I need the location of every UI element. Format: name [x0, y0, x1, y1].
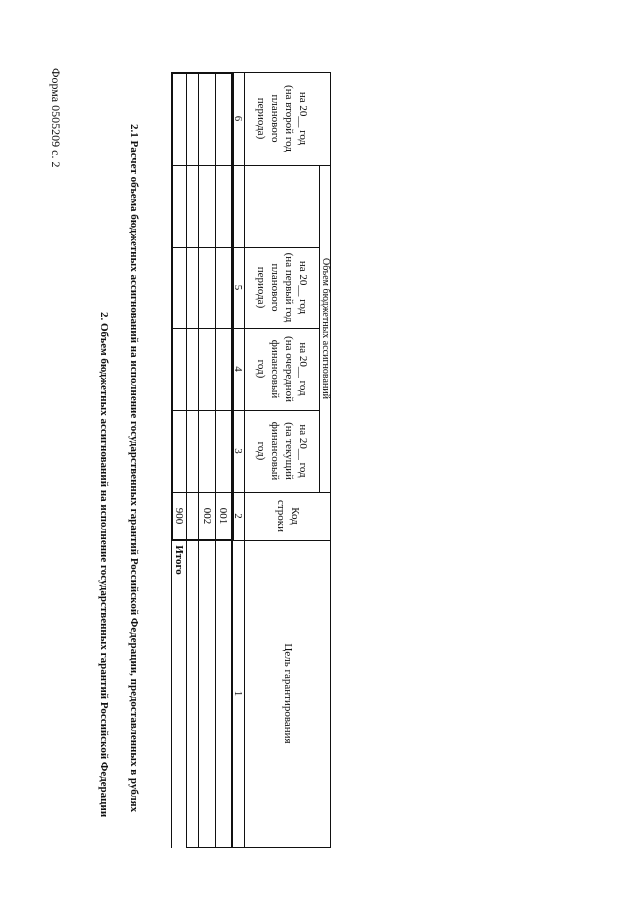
- colnum-4: 4: [232, 366, 245, 372]
- header-col-3: на 20__ год (на текущий финансовый год): [255, 421, 309, 481]
- total-label: Итого: [173, 545, 185, 575]
- colnum-5: 5: [232, 284, 245, 291]
- colnum-1: 1: [232, 690, 245, 697]
- header-line-code: Код строки: [275, 499, 301, 533]
- header-volume-group: Объем бюджетных ассигнований: [320, 258, 332, 399]
- row-002-code: 002: [201, 507, 213, 525]
- form-reference: Форма 0505209 с. 2: [49, 68, 63, 168]
- row-001-code: 001: [217, 507, 230, 525]
- section-2-title: 2. Объем бюджетных ассигнований на исполнение государственных гарантий Российской Федерации: [98, 312, 110, 818]
- header-purpose: Цель гарантирования: [282, 643, 294, 744]
- header-col-4: на 20__ год (на очередной финансовый год): [255, 336, 309, 402]
- colnum-6: 6: [232, 115, 245, 122]
- colnum-2: 2: [232, 513, 245, 519]
- total-box: [171, 72, 234, 541]
- colnum-3: 3: [232, 448, 245, 454]
- budget-allocation-table: [171, 72, 331, 848]
- header-col-5: на 20__ год (на первый год планового периода): [255, 252, 309, 323]
- total-code: 900: [173, 507, 185, 525]
- header-col-6: на 20__ год (на второй год планового периода): [255, 85, 309, 152]
- section-2-1-title: 2.1 Расчет объема бюджетных ассигнований на исполнение государственных гарантий Российской Федерации, предоставленных в рублях: [128, 124, 140, 813]
